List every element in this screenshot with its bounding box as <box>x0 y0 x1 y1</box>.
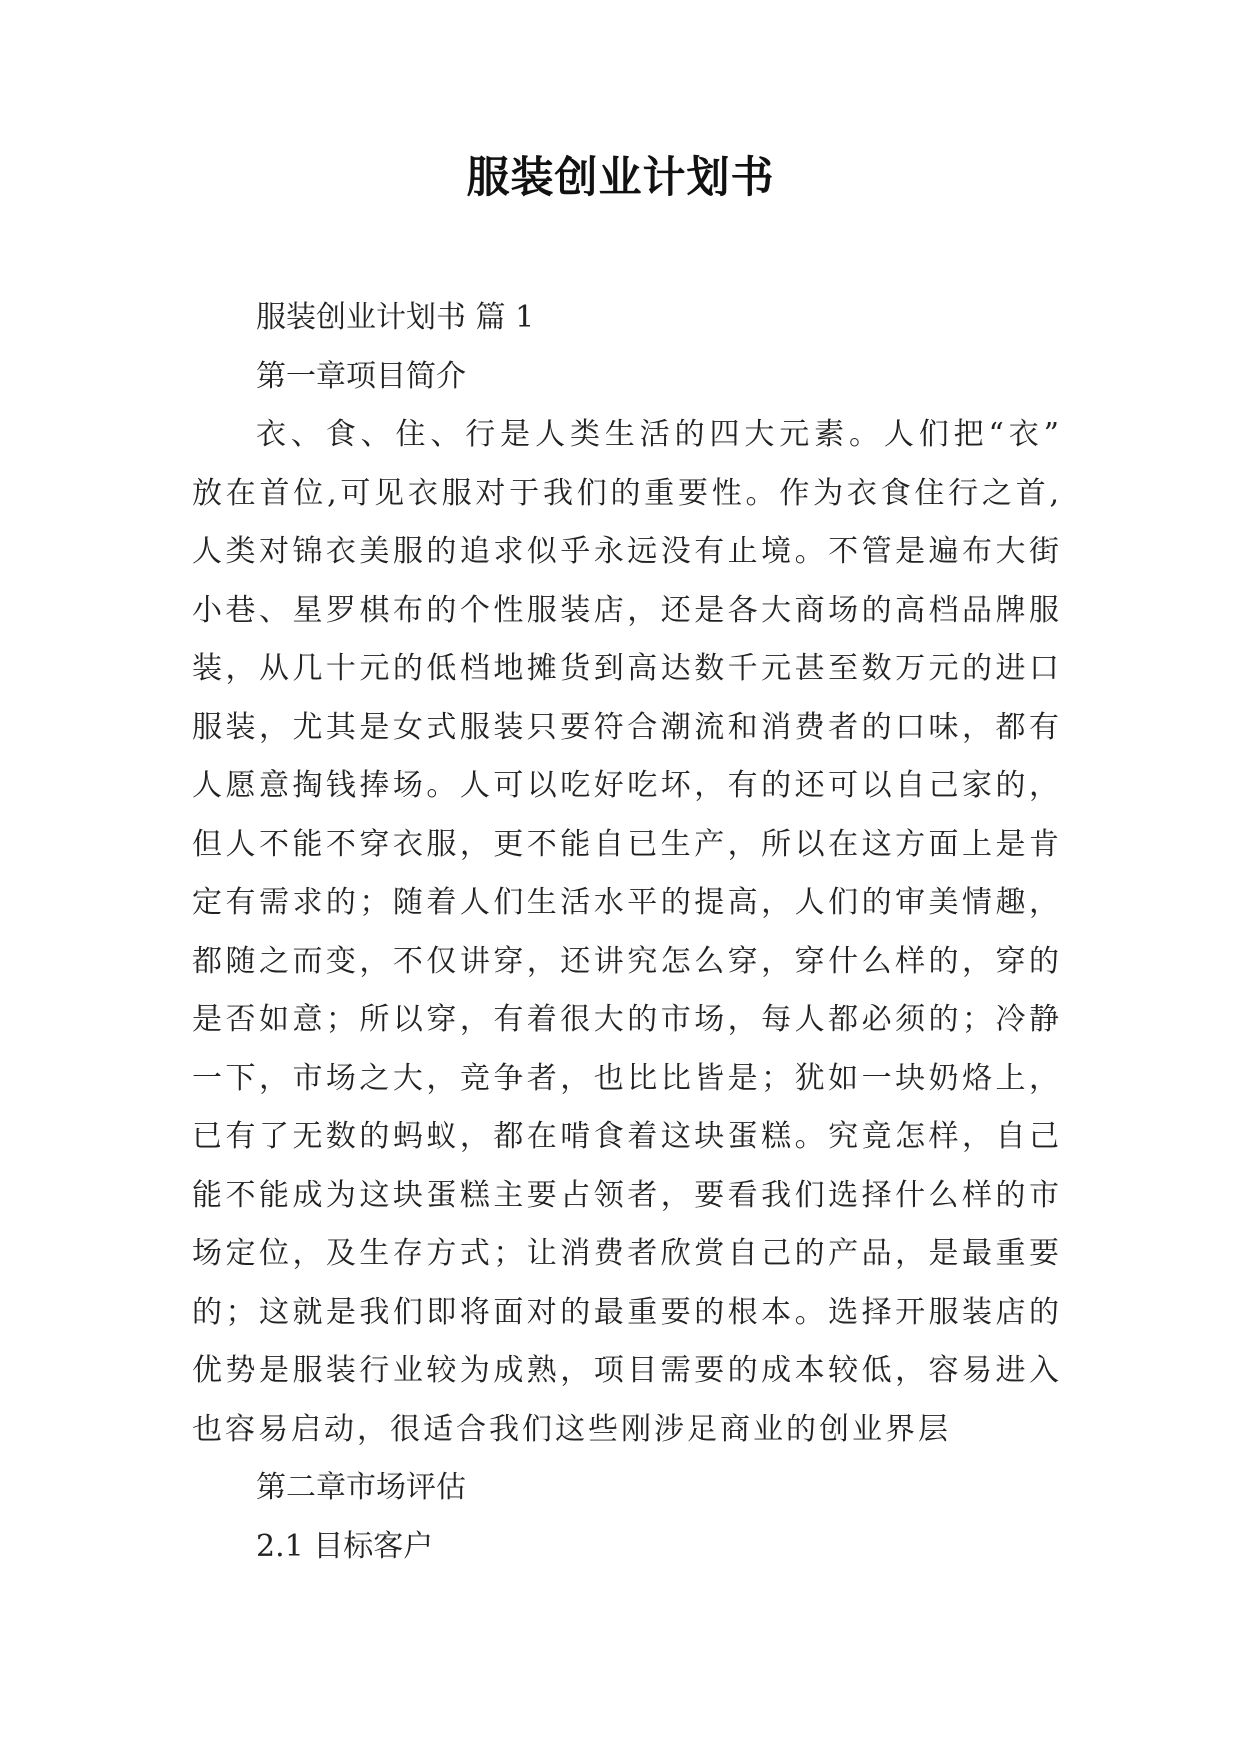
paragraph-line: 人类对锦衣美服的追求似乎永远没有止境。不管是遍布大街 <box>192 534 1062 569</box>
paragraph-line: 优势是服装行业较为成熟，项目需要的成本较低，容易进入 <box>192 1353 1062 1388</box>
paragraph-line: 的；这就是我们即将面对的最重要的根本。选择开服装店的 <box>192 1294 1062 1330</box>
paragraph-line: 但人不能不穿衣服，更不能自已生产，所以在这方面上是肯 <box>192 826 1062 862</box>
paragraph-line: 也容易启动，很适合我们这些刚涉足商业的创业界层 <box>192 1411 951 1447</box>
chapter-1-paragraph <box>192 406 1062 1459</box>
paragraph-line: 小巷、星罗棋布的个性服装店，还是各大商场的高档品牌服 <box>192 592 1062 628</box>
paragraph-line: 服装，尤其是女式服装只要符合潮流和消费者的口味，都有 <box>192 709 1062 745</box>
paragraph-line: 场定位，及生存方式；让消费者欣赏自己的产品，是最重要 <box>192 1236 1062 1271</box>
paragraph-line: 人愿意掏钱捧场。人可以吃好吃坏，有的还可以自己家的， <box>192 768 1062 803</box>
paragraph-line: 装，从几十元的低档地摊货到高达数千元甚至数万元的进口 <box>192 651 1062 686</box>
section-2-1-heading: 2.1 目标客户 <box>256 1528 434 1564</box>
document-title: 服装创业计划书 <box>466 153 775 203</box>
subtitle-line: 服装创业计划书 篇 1 <box>256 300 535 335</box>
paragraph-line: 衣、食、住、行是人类生活的四大元素。人们把“衣” <box>256 417 1062 452</box>
paragraph-line: 已有了无数的蚂蚁，都在啃食着这块蛋糕。究竟怎样，自己 <box>192 1119 1062 1154</box>
chapter-1-heading: 第一章项目简介 <box>256 358 466 394</box>
chapter-2-heading: 第二章市场评估 <box>256 1470 466 1505</box>
paragraph-line: 放在首位,可见衣服对于我们的重要性。作为衣食住行之首, <box>192 475 1062 511</box>
paragraph-line: 定有需求的；随着人们生活水平的提高，人们的审美情趣， <box>192 885 1062 920</box>
paragraph-line: 都随之而变，不仅讲穿，还讲究怎么穿，穿什么样的，穿的 <box>192 943 1062 979</box>
paragraph-line: 一下，市场之大，竞争者，也比比皆是；犹如一块奶烙上， <box>192 1060 1062 1096</box>
paragraph-line: 能不能成为这块蛋糕主要占领者，要看我们选择什么样的市 <box>192 1177 1062 1213</box>
paragraph-line: 是否如意；所以穿，有着很大的市场，每人都必须的；冷静 <box>192 1002 1062 1037</box>
document-body <box>192 289 1062 1576</box>
